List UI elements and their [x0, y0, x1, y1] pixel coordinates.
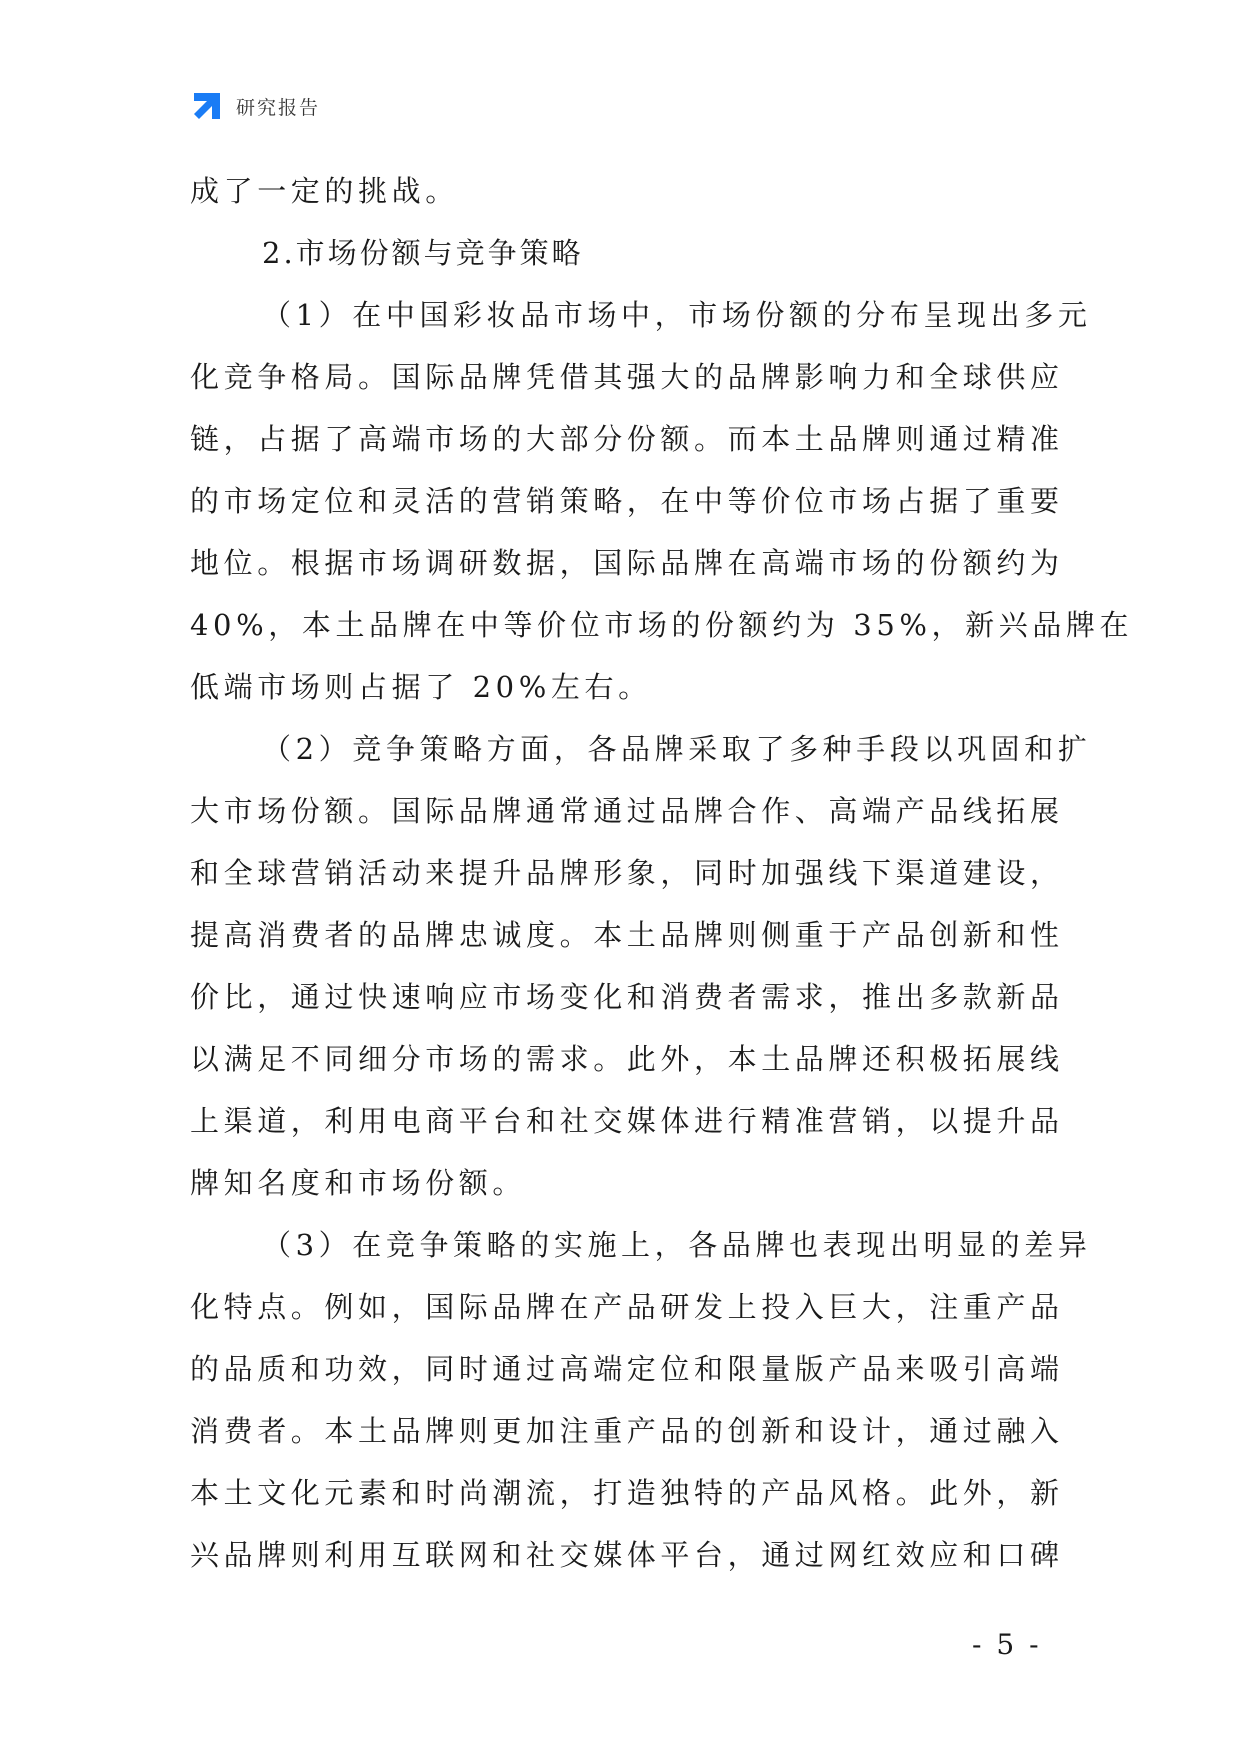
body-text-line: 兴品牌则利用互联网和社交媒体平台，通过网红效应和口碑	[190, 1538, 1064, 1572]
section-heading: 2.市场份额与竞争策略	[262, 236, 584, 270]
body-text-line: 大市场份额。国际品牌通常通过品牌合作、高端产品线拓展	[190, 794, 1064, 828]
body-text-line: 的品质和功效，同时通过高端定位和限量版产品来吸引高端	[190, 1352, 1064, 1386]
body-text-line: 低端市场则占据了 20%左右。	[190, 670, 652, 704]
body-text-line: 地位。根据市场调研数据，国际品牌在高端市场的份额约为	[190, 546, 1064, 580]
document-body	[190, 160, 1134, 1586]
body-text-line: 消费者。本土品牌则更加注重产品的创新和设计，通过融入	[190, 1414, 1064, 1448]
body-text-line: （2）竞争策略方面，各品牌采取了多种手段以巩固和扩	[262, 732, 1092, 766]
body-text-line: 本土文化元素和时尚潮流，打造独特的产品风格。此外，新	[190, 1476, 1064, 1510]
body-text-line: 40%，本土品牌在中等价位市场的份额约为 35%，新兴品牌在	[190, 608, 1134, 642]
body-text-line: 和全球营销活动来提升品牌形象，同时加强线下渠道建设，	[190, 856, 1064, 890]
body-text-line: 价比，通过快速响应市场变化和消费者需求，推出多款新品	[190, 980, 1064, 1014]
header-title: 研究报告	[236, 96, 321, 119]
body-text-line: （3）在竞争策略的实施上，各品牌也表现出明显的差异	[262, 1228, 1092, 1262]
page-number: - 5 -	[972, 1628, 1042, 1661]
body-text-line: 的市场定位和灵活的营销策略，在中等价位市场占据了重要	[190, 484, 1064, 518]
page-header	[190, 88, 320, 124]
body-text-line: 牌知名度和市场份额。	[190, 1166, 527, 1200]
arrow-up-right-icon	[190, 89, 224, 123]
body-text-line: 化竞争格局。国际品牌凭借其强大的品牌影响力和全球供应	[190, 360, 1064, 394]
body-text-line: 链，占据了高端市场的大部分份额。而本土品牌则通过精准	[190, 422, 1064, 456]
body-text-line: 上渠道，利用电商平台和社交媒体进行精准营销，以提升品	[190, 1104, 1064, 1138]
body-text-line: 化特点。例如，国际品牌在产品研发上投入巨大，注重产品	[190, 1290, 1064, 1324]
body-text-line: 提高消费者的品牌忠诚度。本土品牌则侧重于产品创新和性	[190, 918, 1064, 952]
body-text-line: 成了一定的挑战。	[190, 174, 459, 208]
body-text-line: 以满足不同细分市场的需求。此外，本土品牌还积极拓展线	[190, 1042, 1064, 1076]
body-text-line: （1）在中国彩妆品市场中，市场份额的分布呈现出多元	[262, 298, 1092, 332]
